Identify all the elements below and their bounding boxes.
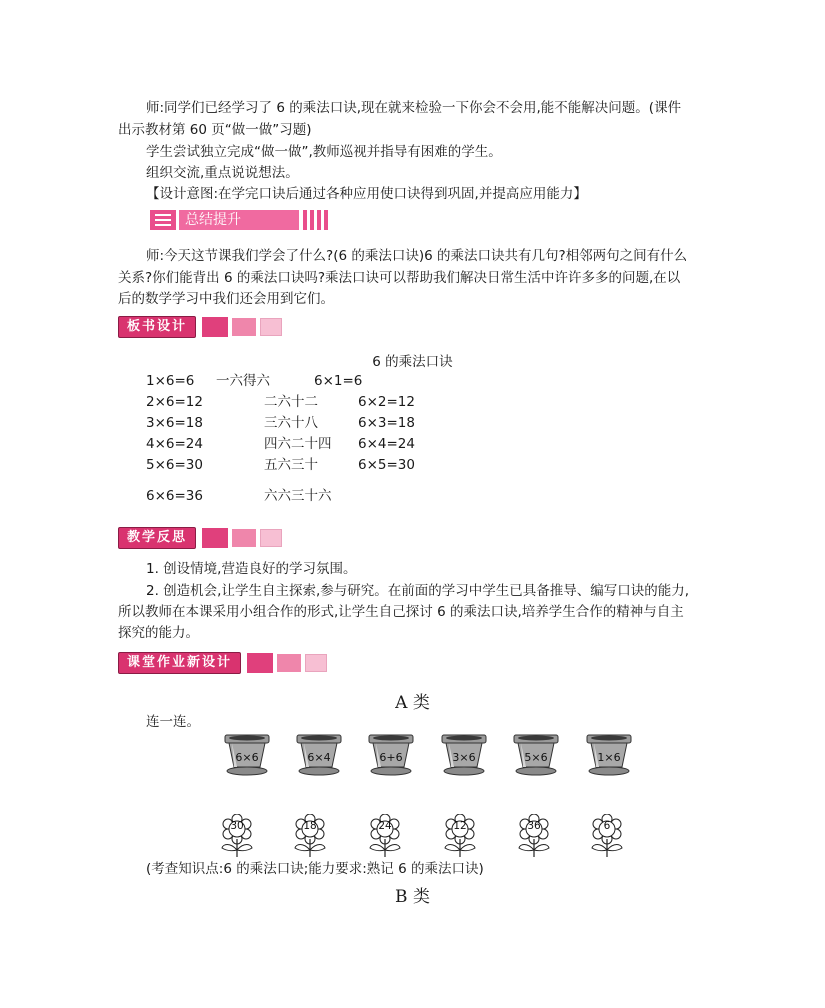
homework-label: 课堂作业新设计 [118,652,241,674]
board-design-tag [118,316,282,338]
board-title: 6 的乘法口诀 [372,354,453,370]
board-row [146,486,546,507]
reflection-label: 教学反思 [118,527,196,549]
tag-square [202,528,228,548]
board-cell-right: 6×4=24 [358,436,415,452]
board-cell-mid: 二六十二 [264,394,318,410]
flower[interactable] [588,814,626,858]
flowerpot[interactable] [585,733,633,777]
board-cell-left: 5×6=30 [146,457,203,473]
pot-label: 1×6 [597,751,621,764]
homework-instruction: 连一连。 [146,714,200,730]
flower[interactable] [218,814,256,858]
board-cell-left: 1×6=6 [146,373,195,389]
board-cell-right: 6×5=30 [358,457,415,473]
board-row [146,371,546,392]
intro-para3: 组织交流,重点说说想法。 [146,165,299,181]
pot-label: 6×4 [307,751,331,764]
section-title: 总结提升 [179,210,299,230]
flower-label: 12 [453,820,467,832]
summary-line1: 师:今天这节课我们学会了什么?(6 的乘法口诀)6 的乘法口诀共有几句?相邻两句之间有什么 [146,248,688,264]
category-a-title: A 类 [395,693,430,713]
flower[interactable] [515,814,553,858]
tag-square [260,318,282,336]
reflection-item2-line3: 探究的能力。 [118,625,199,641]
board-row [146,434,546,455]
tag-square [232,529,256,547]
summary-line2: 关系?你们能背出 6 的乘法口诀吗?乘法口诀可以帮助我们解决日常生活中许许多多的问题,在以 [118,270,681,286]
flower-label: 36 [527,820,541,832]
homework-tag [118,652,327,674]
summary-line3: 后的数学学习中我们还会用到它们。 [118,291,334,307]
pot-label: 5×6 [524,751,548,764]
flower[interactable] [366,814,404,858]
category-b-title: B 类 [395,887,430,907]
board-cell-left: 3×6=18 [146,415,203,431]
board-cell-mid: 三六十八 [264,415,318,431]
section-number [150,210,176,230]
tag-square [202,317,228,337]
section-heading-summary [150,210,331,230]
pot-label: 3×6 [452,751,476,764]
reflection-item2-line2: 所以教师在本课采用小组合作的形式,让学生自己探讨 6 的乘法口诀,培养学生合作的精神与自主 [118,604,684,620]
flowerpot[interactable] [512,733,560,777]
flower[interactable] [291,814,329,858]
board-row [146,455,546,476]
flowerpot[interactable] [367,733,415,777]
board-cell-left: 6×6=36 [146,488,203,504]
board-cell-left: 2×6=12 [146,394,203,410]
board-cell-right: 6×1=6 [314,373,363,389]
tag-square [305,654,327,672]
tag-square [260,529,282,547]
section-stripes [303,210,331,230]
flower-label: 30 [230,820,244,832]
design-note: 【设计意图:在学完口诀后通过各种应用使口诀得到巩固,并提高应用能力】 [146,186,587,202]
flower-label: 6 [603,820,611,832]
board-cell-left: 4×6=24 [146,436,203,452]
tag-square [247,653,273,673]
tag-square [277,654,301,672]
board-design-label: 板书设计 [118,316,196,338]
pot-label: 6+6 [379,751,403,764]
intro-para1-line1: 师:同学们已经学习了 6 的乘法口诀,现在就来检验一下你会不会用,能不能解决问题。(课件 [146,100,682,116]
pot-label: 6×6 [235,751,259,764]
board-cell-right: 6×3=18 [358,415,415,431]
flower[interactable] [441,814,479,858]
intro-para1-line2: 出示教材第 60 页“做一做”习题) [118,122,312,138]
board-cell-mid: 一六得六 [216,373,270,389]
flower-label: 24 [378,820,392,832]
board-cell-right: 6×2=12 [358,394,415,410]
board-cell-mid: 五六三十 [264,457,318,473]
reflection-item2-line1: 2. 创造机会,让学生自主探索,参与研究。在前面的学习中学生已具备推导、编写口诀的能力, [146,583,690,599]
board-cell-mid: 六六三十六 [264,488,332,504]
homework-note: (考查知识点:6 的乘法口诀;能力要求:熟记 6 的乘法口诀) [146,861,484,877]
flowerpot[interactable] [223,733,271,777]
board-row [146,413,546,434]
tag-square [232,318,256,336]
reflection-tag [118,527,282,549]
board-row [146,392,546,413]
flowerpot[interactable] [440,733,488,777]
flowerpot[interactable] [295,733,343,777]
flower-label: 18 [303,820,317,832]
intro-para2: 学生尝试独立完成“做一做”,教师巡视并指导有困难的学生。 [146,144,502,160]
reflection-item1: 1. 创设情境,营造良好的学习氛围。 [146,561,357,577]
board-cell-mid: 四六二十四 [264,436,332,452]
